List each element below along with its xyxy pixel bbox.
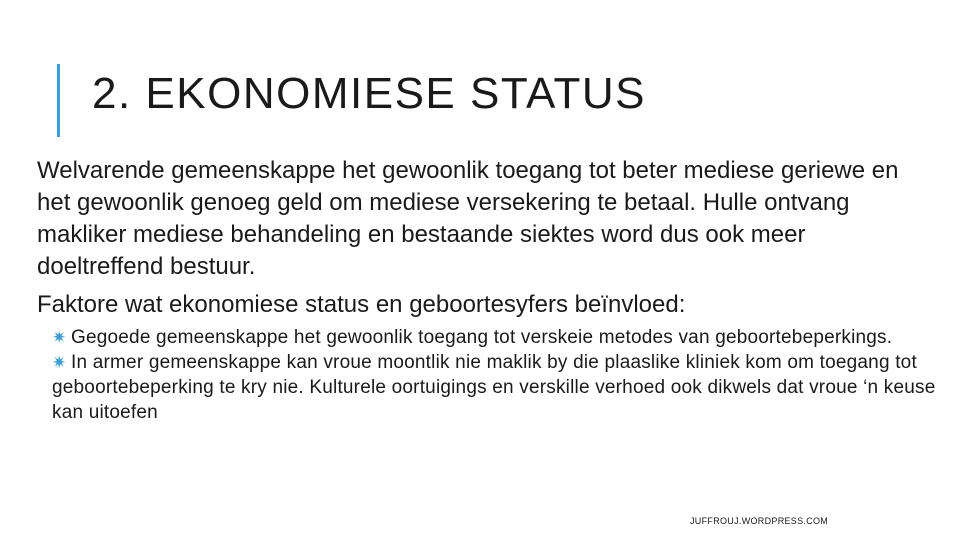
bullet-list: [42, 325, 947, 425]
bullet-item: [42, 325, 947, 350]
subheading: Faktore wat ekonomiese status en geboortesyfers beïnvloed:: [37, 291, 686, 318]
asterisk-star-icon: ✷: [52, 353, 67, 372]
footer-url: JUFFROUJ.WORDPRESS.COM: [690, 516, 829, 526]
body-paragraph: Welvarende gemeenskappe het gewoonlik toegang tot beter mediese geriewe en het gewoonlik genoeg geld om mediese versekering te betaal. Hulle ontvang makliker mediese behandeling en bestaande siektes word dus ook meer doeltreffend bestuur.: [37, 157, 899, 280]
title-accent-bar: [57, 64, 60, 137]
asterisk-star-icon: ✷: [52, 328, 67, 347]
slide-title: 2. EKONOMIESE STATUS: [92, 69, 647, 118]
bullet-text: Gegoede gemeenskappe het gewoonlik toegang tot verskeie metodes van geboortebeperkings.: [71, 327, 893, 348]
bullet-text: In armer gemeenskappe kan vroue moontlik nie maklik by die plaaslike kliniek kom om toegang tot geboortebeperking te kry nie. Kulturele oortuigings en verskille verhoed ook dikwels dat vroue ‘n keuse kan uitoefen: [52, 352, 936, 423]
bullet-item: [42, 350, 947, 425]
